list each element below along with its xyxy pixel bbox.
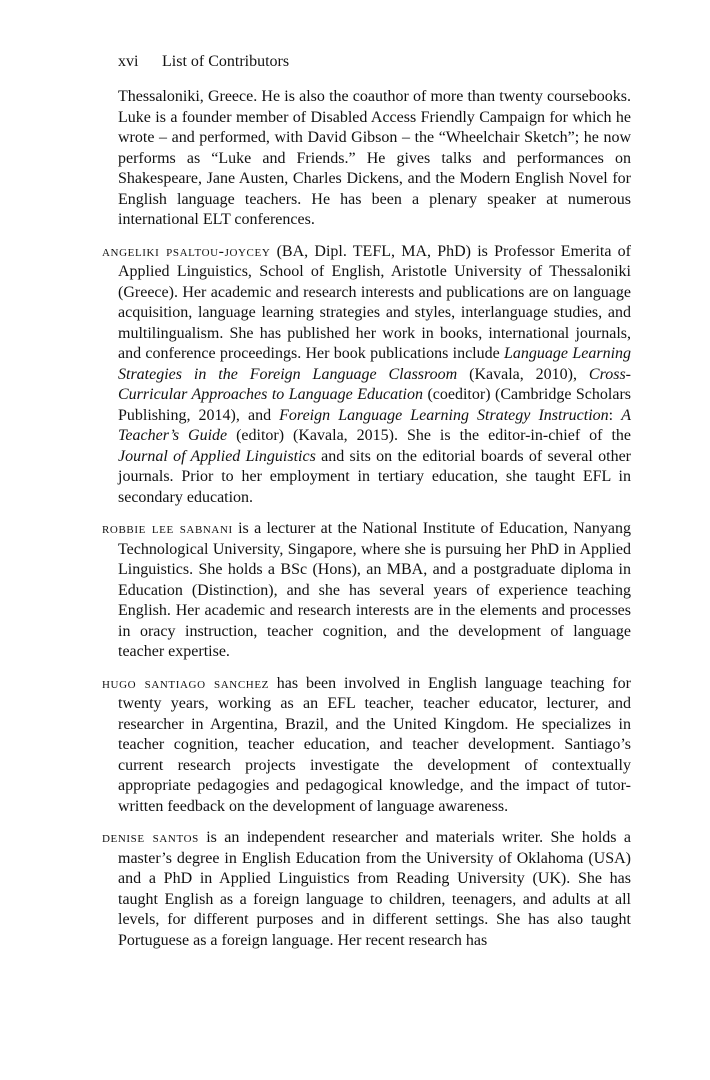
entry-text: is an independent researcher and materials writer. She holds a master’s degree in English Education from the University of Oklahoma (USA) and a PhD in Applied Linguistics from Reading University (UK). She has taught English as a foreign language to children, teenagers, and adults at all levels, for different purposes and in different settings. She has also taught Portuguese as a foreign language. Her recent research has (118, 829, 631, 949)
running-title: List of Contributors (162, 53, 290, 70)
entry-text: has been involved in English language teaching for twenty years, working as an EFL teacher, teacher educator, lecturer, and researcher in Argentina, Brazil, and the United Kingdom. He specializes in teacher cognition, teacher education, and teacher development. Santiago’s current research projects investigate the development of contextually appropriate pedagogies and pedagogical knowledge, and the impact of tutor-written feedback on the development of language awareness. (118, 674, 631, 815)
contributor-entry (102, 828, 631, 951)
entry-text: Thessaloniki, Greece. He is also the coauthor of more than twenty coursebooks. Luke is a founder member of Disabled Access Friendly Campaign for which he wrote – and performed, with David Gibson – the “Wheelchair Sketch”; he now performs as “Luke and Friends.” He gives talks and performances on Shakespeare, Jane Austen, Charles Dickens, and the Modern English Novel for English language teachers. He has been a plenary speaker at numerous international ELT conferences. (118, 88, 631, 228)
book-title: Foreign Language Learning Strategy Instruction (279, 406, 609, 424)
contributor-name: denise santos (102, 829, 199, 846)
page-number: xvi (118, 53, 139, 70)
contributor-entry-continued (102, 87, 631, 231)
contributor-name: angeliki psaltou-joycey (102, 242, 271, 260)
entry-text: is a lecturer at the National Institute of Education, Nanyang Technological University, Singapore, where she is pursuing her PhD in Applied Linguistics. She holds a BSc (Hons), an MBA, and a postgraduate diploma in Education (Distinction), and she has several years of experience teaching English. Her academic and research interests are in the elements and processes in oracy instruction, teacher cognition, and the development of language teacher expertise. (118, 520, 631, 660)
entry-text: (Kavala, 2010), (457, 365, 589, 383)
contributor-entry (102, 674, 631, 818)
contributor-entry (102, 519, 631, 663)
entry-text: (BA, Dipl. TEFL, MA, PhD) is Professor Emerita of Applied Linguistics, School of English, Aristotle University of Thessaloniki (Greece). Her academic and research interests and publications are on language acquisition, language learning strategies and styles, interlanguage studies, and multilingualism. She has published her work in books, international journals, and conference proceedings. Her book publications include (118, 242, 631, 362)
entry-text: (coeditor) (Cambridge Scholars Publishing, 2014), and (118, 386, 631, 424)
journal-title: Journal of Applied Linguistics (118, 447, 316, 465)
entry-text: and sits on the editorial boards of several other journals. Prior to her employment in tertiary education, she taught EFL in secondary education. (118, 447, 631, 506)
running-head (118, 52, 638, 72)
entry-text: (editor) (Kavala, 2015). She is the editor-in-chief of the (227, 427, 631, 444)
book-subtitle: A Teacher’s Guide (118, 406, 631, 444)
book-title: Language Learning Strategies in the Foreign Language Classroom (118, 345, 632, 383)
book-title: Cross-Curricular Approaches to Language Education (118, 365, 631, 403)
contributor-entry (102, 242, 631, 509)
contributor-name: robbie lee sabnani (102, 520, 233, 537)
contributor-name: hugo santiago sanchez (102, 674, 269, 692)
entry-text: : (608, 406, 622, 424)
contributors-list (102, 87, 631, 951)
